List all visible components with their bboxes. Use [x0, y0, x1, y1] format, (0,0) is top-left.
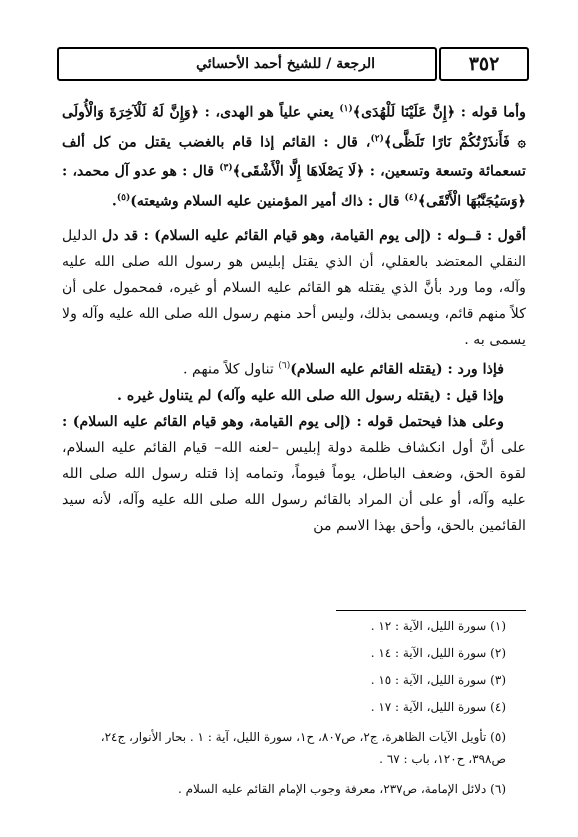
page-header: [57, 47, 529, 81]
footnote-ref-3: (٣): [219, 163, 233, 174]
quote-line-2: لَلْآخِرَةَ وَالْأُولَى ۞ فَأَنذَرْتُكُمْ نَارًا تَلَظَّى﴾: [62, 104, 526, 151]
text-segment: الحق، وضعف الباطل، يوماً فيوماً، وتمامه إذا قتله رسول الله صلى الله عليه وآله، أو على أن: [62, 465, 527, 508]
text-segment: المراد بالقائم رسول الله صلى الله عليه وآله، لأنه سيد القائمين بالحق، وأحق بهذا الاسم من: [62, 491, 526, 534]
quote-line-1: وأما قوله : ﴿إِنَّ عَلَيْنَا لَلْهُدَى﴾: [352, 104, 526, 121]
footnote-2: (٢) سورة الليل، الآية : ١٤ .: [370, 646, 506, 660]
footnote-5: (٥) تأويل الآيات الظاهرة، ج٢، ص٨٠٧، ح١، سورة الليل، آية : ١ . بحار الأنوار، ج٢٤، ص٣٩٨، ح١٢٠، باب : ٦٧ .: [100, 730, 506, 766]
paragraph-3: [62, 353, 526, 383]
text-segment: قال : ذاك أمير المؤمنين: [256, 193, 405, 210]
quote-line-5: عليه السلام وشيعته): [130, 193, 252, 210]
commentary-line-4: قائم، ويسمى بذلك، وليس أحد منهم رسول الله صلى الله عليه وآله ولا يسمى به .: [62, 305, 526, 348]
text-segment: ، قال : القائم إذا قام بالغضب: [178, 134, 371, 151]
footnote-ref-5: (٥): [116, 193, 131, 204]
text-segment: وإذا قيل : (يقتله رسول الله صلى الله عليه وآله) لم يتناول غيره .: [117, 387, 504, 404]
footnote-3: (٣) سورة الليل، الآية : ١٥ .: [370, 673, 506, 687]
commentary-line-2: الدليل النقلي المعتضد بالعقلي، أن الذي يقتل إبليس هو رسول الله صلى الله عليه وآله، وما: [62, 227, 526, 296]
footnotes: [62, 618, 526, 808]
footnote-4: (٤) سورة الليل، الآية : ١٧ .: [370, 700, 506, 714]
text-segment: يعني علياً هو الهدى، : ﴿وَإِنَّ لَهُ: [151, 104, 340, 121]
footnote-divider: [336, 610, 526, 611]
footnote-ref-1: (١): [339, 104, 353, 114]
paragraph-5: [62, 409, 526, 539]
footnote-ref-4: (٤): [404, 193, 418, 204]
quote-line-3: يقتل من كل ألف تسعمائة وتسعة وتسعين، : ﴿لَا يَصْلَاهَا إِلَّا الْأَشْقَى﴾: [62, 134, 526, 181]
running-title: الرجعة / للشيخ أحمد الأحسائي: [57, 47, 437, 81]
footnote-1: (١) سورة الليل، الآية : ١٢ .: [370, 619, 506, 633]
footnote-ref-2: (٢): [370, 133, 384, 144]
paragraph-1: [62, 96, 526, 215]
commentary-line-1: أقول : قــوله : (إلى يوم القيامة، وهو قيام القائم عليه السلام) : قد دل: [102, 227, 526, 244]
quote-line-4: قال : هو عدو آل محمد، : ﴿وَسَيُجَنَّبُهَا الْأَتْقَى﴾: [62, 164, 526, 210]
commentary-line-3: ورد بأنَّ الذي يقتله هو القائم عليه السلام أو غيره، فمحمول على أن كلاً منهم: [62, 279, 526, 322]
text-segment: وعلى هذا فيحتمل قوله : (إلى يوم القيامة، وهو قيام القائم عليه السلام) :: [62, 413, 504, 430]
footnote-6: (٦) دلائل الإمامة، ص٢٣٧، معرفة وجوب الإمام القائم عليه السلام .: [177, 782, 506, 796]
text-segment: .: [111, 193, 117, 210]
text-segment: تناول كلاً منهم .: [183, 361, 279, 378]
paragraph-2: [62, 223, 526, 353]
page-number: ٣٥٢: [439, 47, 529, 81]
text-segment: على أنَّ أول انكشاف ظلمة دولة إبليس –لعنه الله– قيام القائم عليه السلام، لقوة: [62, 439, 526, 482]
main-text: [62, 96, 526, 539]
footnote-ref-6: (٦): [278, 360, 291, 371]
text-segment: فإذا ورد : (يقتله القائم عليه السلام): [290, 361, 504, 378]
paragraph-4: [62, 383, 526, 409]
